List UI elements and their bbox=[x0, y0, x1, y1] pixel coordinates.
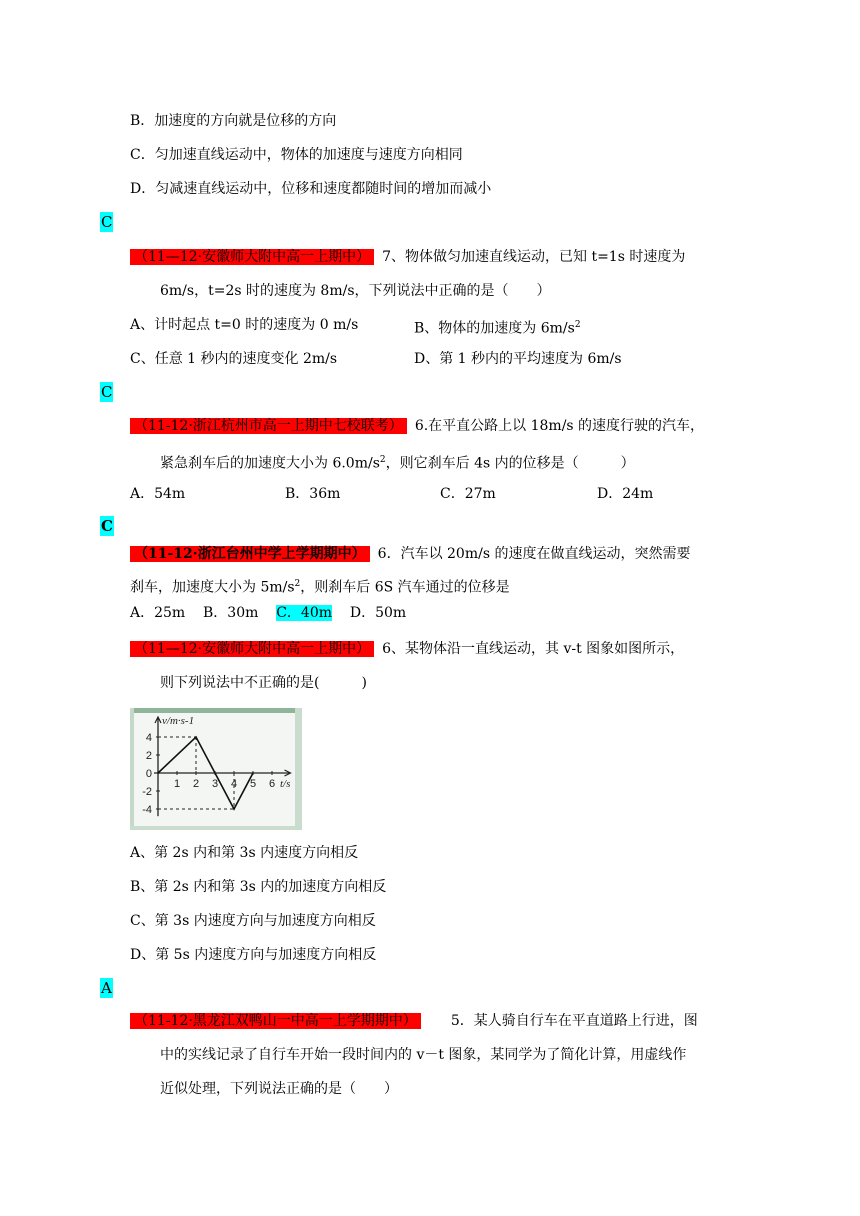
graph-background bbox=[130, 708, 302, 830]
option-c: C、任意 1 秒内的速度变化 2m/s bbox=[130, 351, 338, 367]
answer-marker: C bbox=[101, 383, 113, 401]
answer-marker: A bbox=[101, 979, 112, 997]
question-1-line2: 6m/s，t=2s 时的速度为 8m/s，下列说法中正确的是（ ） bbox=[160, 283, 551, 299]
x-tick-label: 2 bbox=[192, 778, 200, 790]
graph-border-top bbox=[130, 708, 302, 713]
option-b: B、物体的加速度为 $6m/s^2$ bbox=[414, 320, 581, 337]
option-d: D．匀减速直线运动中，位移和速度都随时间的增加而减小 bbox=[130, 181, 492, 197]
data-point bbox=[157, 772, 159, 774]
graph-border-bottom bbox=[130, 826, 302, 830]
graph-border-left bbox=[130, 708, 134, 830]
option-c: C．匀加速直线运动中，物体的加速度与速度方向相同 bbox=[130, 147, 463, 163]
option-a: A．54m bbox=[130, 486, 186, 502]
option-c: C、第 3s 内速度方向与加速度方向相反 bbox=[130, 913, 376, 929]
source-tag: （11-12·黑龙江双鸭山一中高一上学期期中） bbox=[130, 1013, 421, 1029]
x-axis-label: t/s bbox=[280, 778, 291, 790]
y-tick-label: 0 bbox=[145, 768, 152, 780]
x-tick-label: 3 bbox=[211, 778, 219, 790]
answer-marker: C bbox=[101, 517, 113, 535]
question-3-line2: 刹车，加速度大小为 $5m/s^2$，则刹车后 6S 汽车通过的位移是 bbox=[130, 579, 510, 596]
option-d: D、第 5s 内速度方向与加速度方向相反 bbox=[130, 947, 377, 963]
answer-marker: C bbox=[101, 213, 113, 231]
data-point bbox=[252, 772, 254, 774]
option-a: A．25m bbox=[130, 605, 186, 621]
source-tag: （11-12·浙江台州中学上学期期中） bbox=[130, 546, 370, 562]
question-5-line3: 近似处理，下列说法正确的是（ ） bbox=[160, 1081, 398, 1097]
source-tag: （11—12·安徽师大附中高一上期中） bbox=[130, 641, 374, 657]
option-b: B、第 2s 内和第 3s 内的加速度方向相反 bbox=[130, 879, 387, 895]
question-1-line1: （11—12·安徽师大附中高一上期中） 7、物体做匀加速直线运动，已知 t=1s 时速度为 bbox=[130, 247, 685, 267]
option-c: C．27m bbox=[440, 486, 496, 502]
option-d: D、第 1 秒内的平均速度为 6m/s bbox=[414, 351, 622, 367]
question-5-line1: （11-12·黑龙江双鸭山一中高一上学期期中） 5．某人骑自行车在平直道路上行进，图 bbox=[130, 1011, 698, 1031]
option-d: D．50m bbox=[349, 605, 407, 621]
data-point bbox=[233, 808, 235, 810]
y-tick-label: 2 bbox=[145, 750, 152, 762]
option-a: A、第 2s 内和第 3s 内速度方向相反 bbox=[130, 845, 359, 861]
option-b: B．加速度的方向就是位移的方向 bbox=[130, 113, 337, 129]
y-tick-label: -4 bbox=[142, 804, 152, 816]
question-3-line1: （11-12·浙江台州中学上学期期中） 6．汽车以 20m/s 的速度在做直线运动，突然需要 bbox=[130, 544, 690, 564]
option-b: B．36m bbox=[285, 486, 341, 502]
option-c-answer: C．40m bbox=[276, 605, 333, 621]
y-tick-label: -2 bbox=[142, 786, 152, 798]
graph-border-right bbox=[295, 708, 302, 830]
x-tick-label: 4 bbox=[230, 778, 238, 790]
question-4-line2: 则下列说法中不正确的是( ) bbox=[160, 675, 367, 691]
options-row bbox=[130, 603, 406, 623]
option-a: A、计时起点 t=0 时的速度为 0 m/s bbox=[130, 317, 359, 333]
source-tag: （11—12·安徽师大附中高一上期中） bbox=[130, 249, 374, 265]
vt-graph bbox=[130, 708, 302, 830]
option-b: B．30m bbox=[203, 605, 259, 621]
x-tick-label: 1 bbox=[173, 778, 181, 790]
option-d: D．24m bbox=[597, 486, 654, 502]
x-tick-label: 5 bbox=[249, 778, 257, 790]
y-axis-label: v/m·s-1 bbox=[162, 715, 195, 727]
question-2-line1: （11-12·浙江杭州市高一上期中七校联考） 6.在平直公路上以 18m/s 的速度行驶的汽车， bbox=[130, 416, 704, 436]
question-5-line2: 中的实线记录了自行车开始一段时间内的 v－t 图象，某同学为了简化计算，用虚线作 bbox=[160, 1047, 687, 1063]
data-point bbox=[195, 736, 197, 738]
question-4-line1: （11—12·安徽师大附中高一上期中） 6、某物体沿一直线运动，其 v-t 图象如图所示， bbox=[130, 639, 684, 659]
y-tick-label: 4 bbox=[145, 732, 152, 744]
x-tick-label: 6 bbox=[268, 778, 276, 790]
source-tag: （11-12·浙江杭州市高一上期中七校联考） bbox=[130, 418, 407, 434]
question-2-line2: 紧急刹车后的加速度大小为 $6.0m/s^2$，则它刹车后 4s 内的位移是（ ） bbox=[160, 455, 635, 472]
